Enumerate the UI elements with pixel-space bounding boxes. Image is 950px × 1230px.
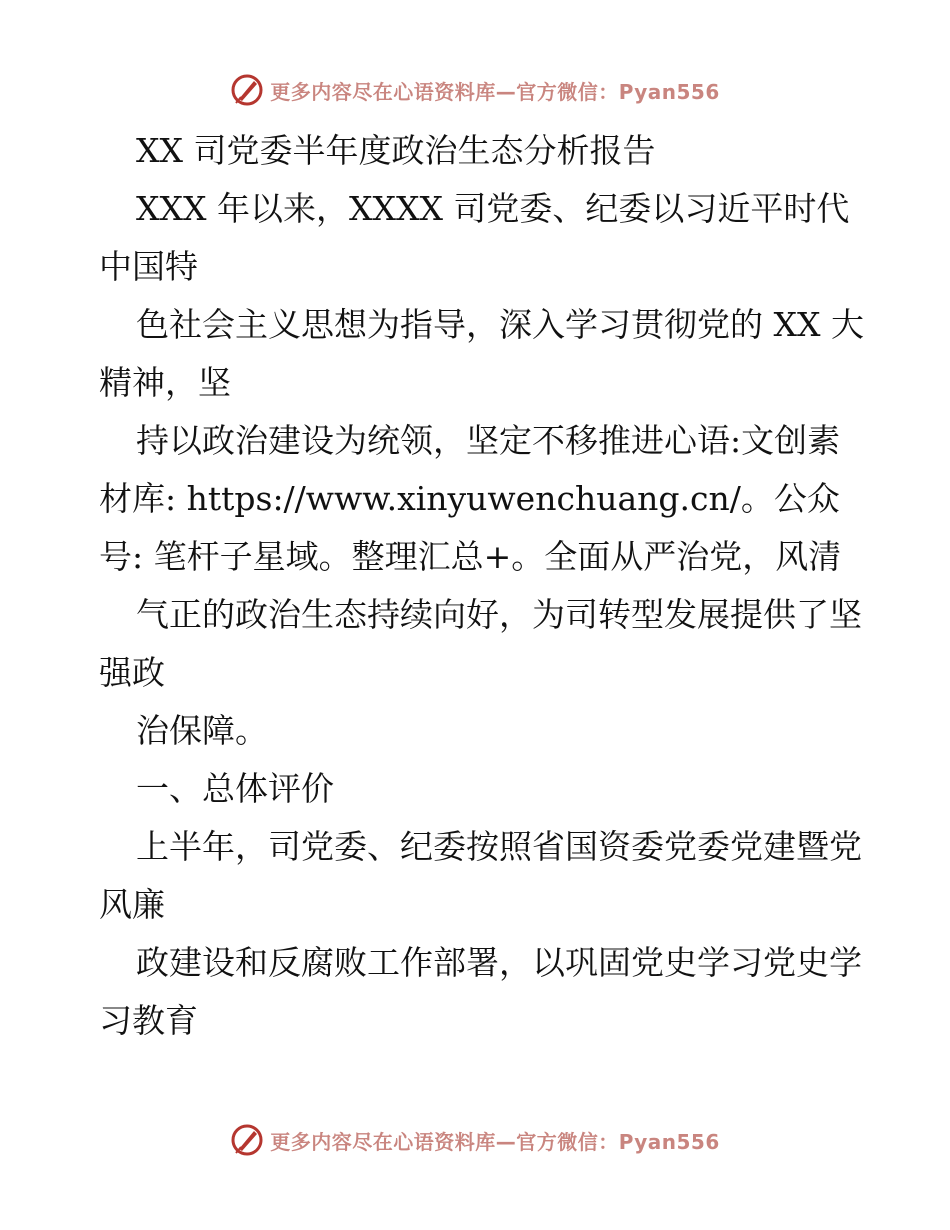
paragraph: 气正的政治生态持续向好，为司转型发展提供了坚强政 — [99, 595, 862, 692]
footer-banner-text: 更多内容尽在心语资料库—官方微信：Pyan556 — [270, 1129, 720, 1154]
header-banner — [0, 70, 950, 110]
paragraph: XXX 年以来，XXXX 司党委、纪委以习近平时代中国特 — [99, 189, 850, 286]
paragraph: 色社会主义思想为指导，深入学习贯彻党的 XX 大精神，坚 — [99, 305, 864, 402]
section-heading: 一、总体评价 — [136, 769, 334, 808]
quill-logo-icon — [230, 73, 264, 107]
paragraph: 上半年，司党委、纪委按照省国资委党委党建暨党风廉 — [99, 827, 862, 924]
paragraph: 政建设和反腐败工作部署，以巩固党史学习党史学习教育 — [99, 943, 862, 1040]
header-banner-text: 更多内容尽在心语资料库—官方微信：Pyan556 — [270, 79, 720, 104]
paragraph: 持以政治建设为统领，坚定不移推进心语:文创素材库: https://www.xinyuwenchuang.cn/。公众号: 笔杆子星域。整理汇总+。全面从严治党，风清 — [99, 421, 842, 576]
paragraph: 治保障。 — [136, 711, 268, 750]
quill-logo-icon — [230, 1123, 264, 1157]
footer-banner — [0, 1120, 950, 1160]
document-title: XX 司党委半年度政治生态分析报告 — [136, 131, 656, 170]
document-body — [99, 122, 869, 1050]
